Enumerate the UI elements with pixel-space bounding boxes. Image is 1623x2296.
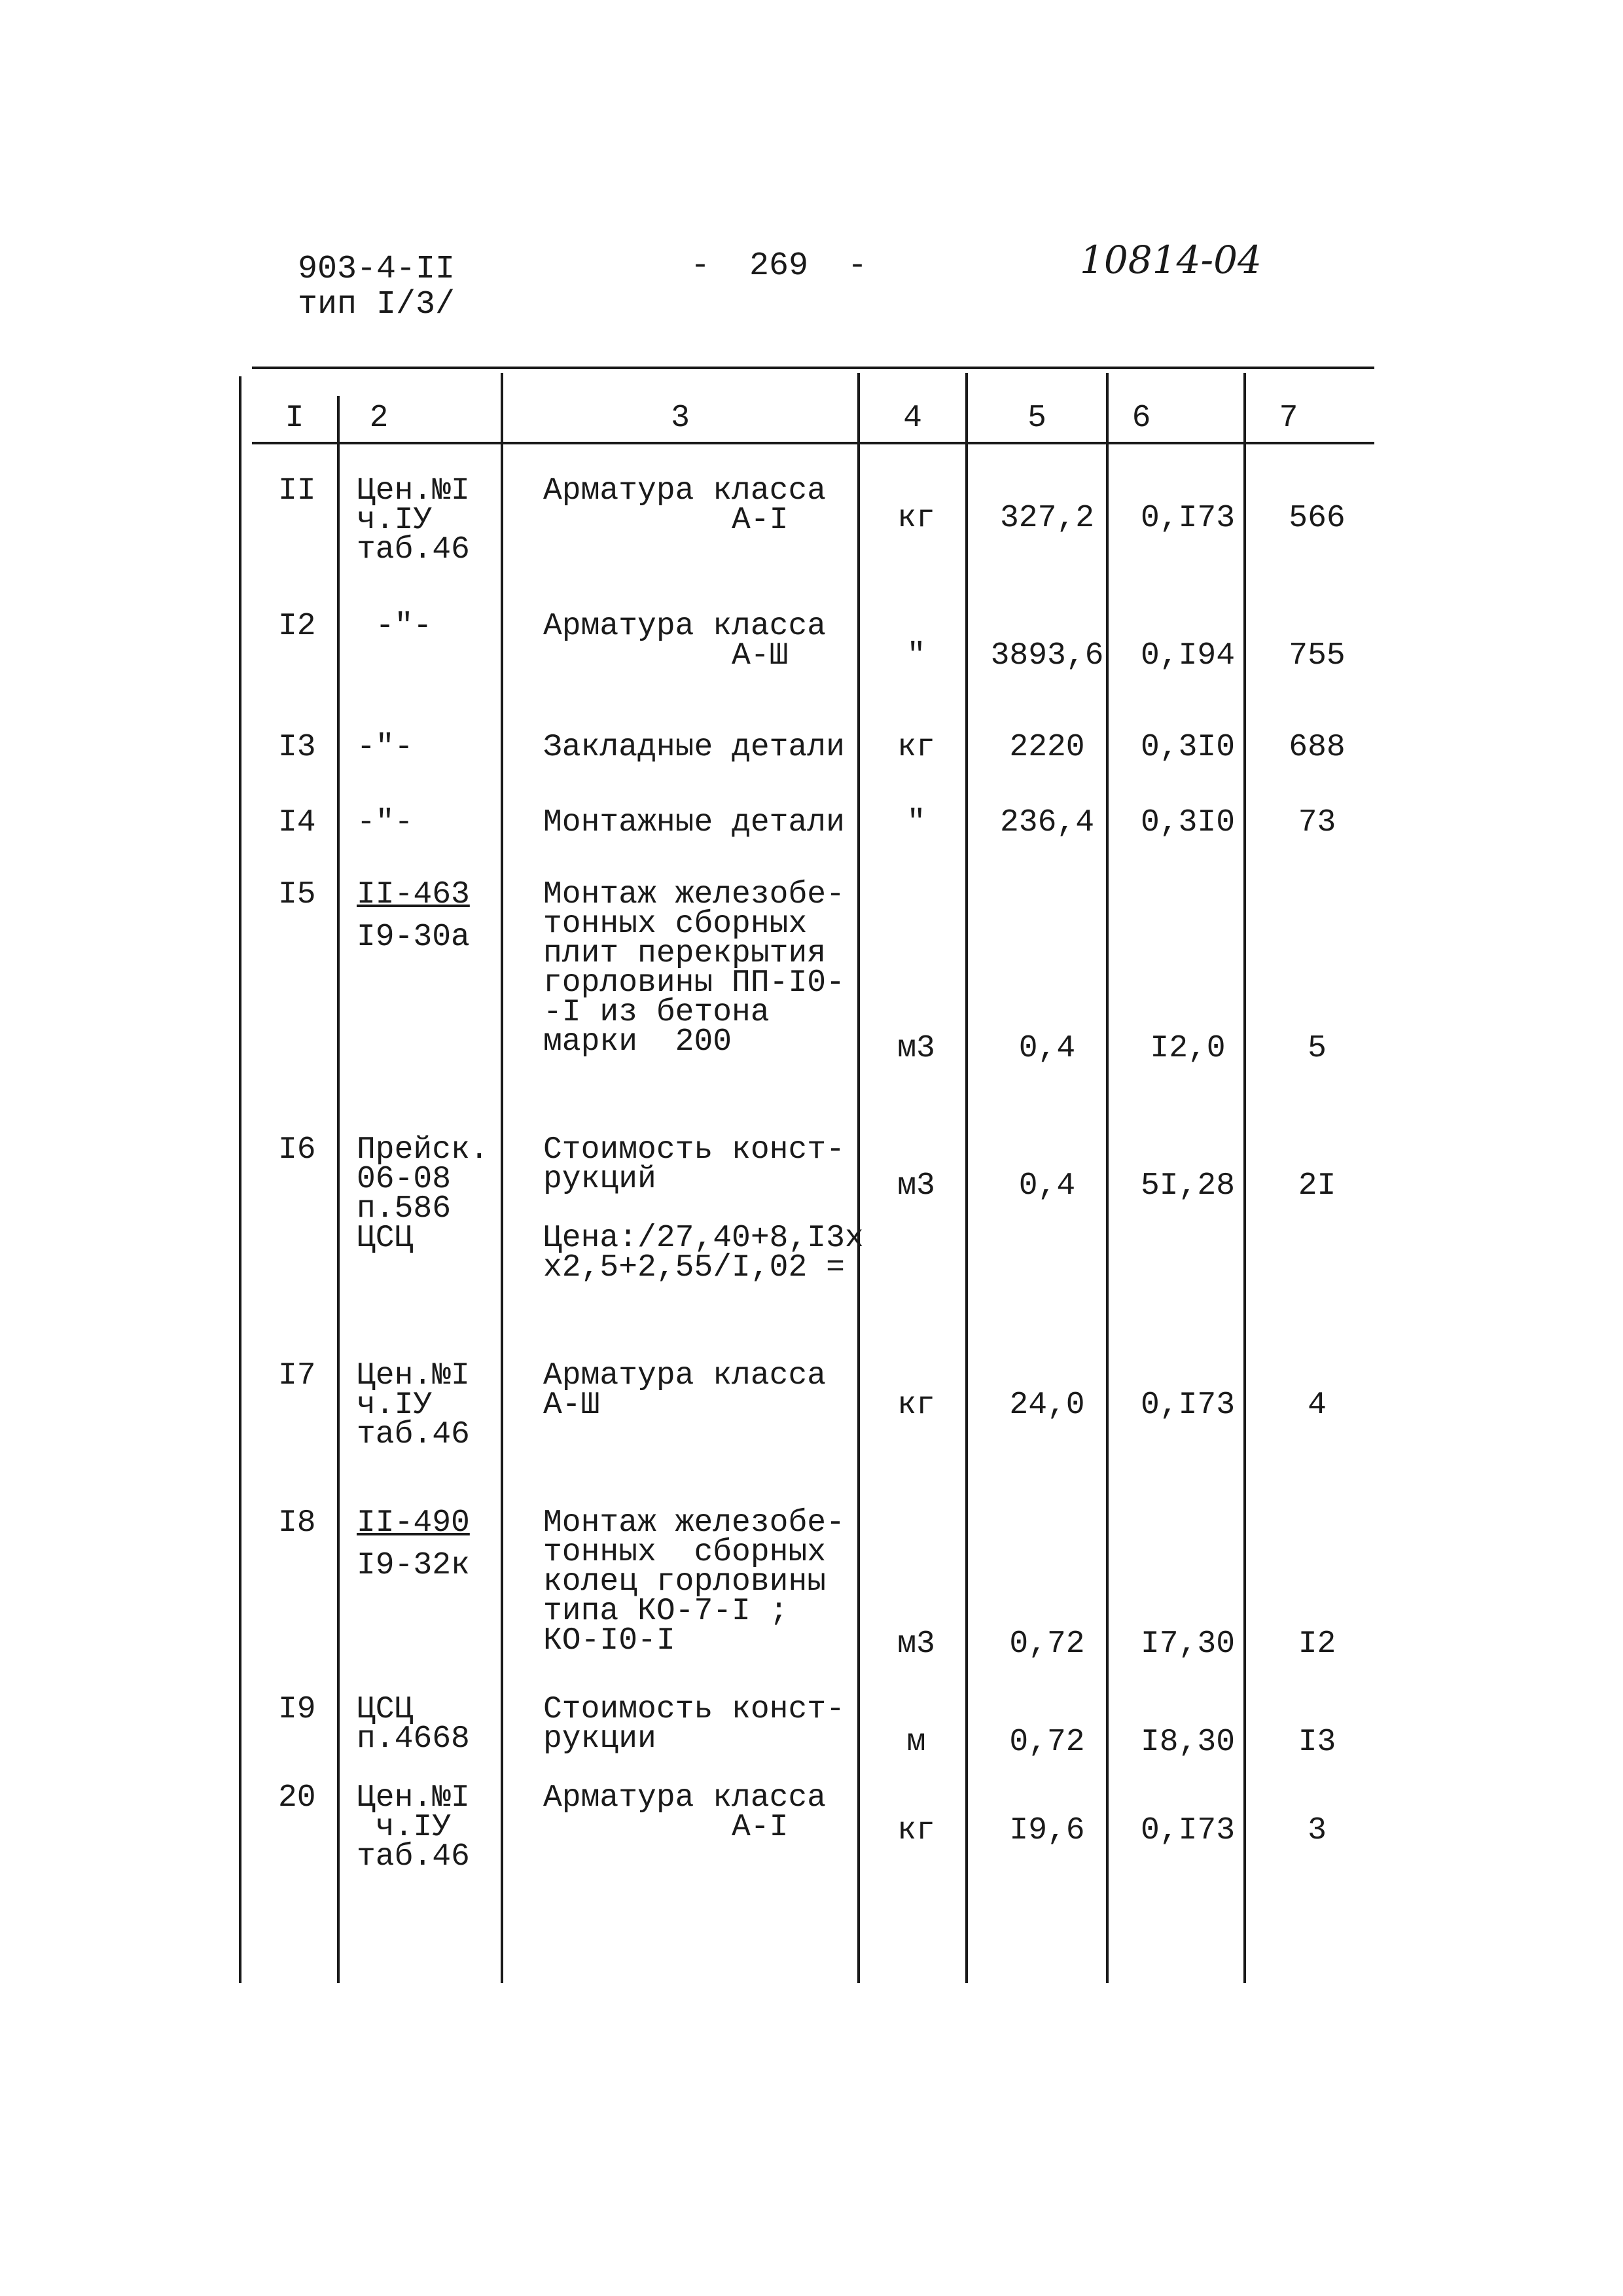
row-description: Монтаж железобе- тонных сборных плит перекрытия горловины ПП-I0- -I из бетона марки 200 — [543, 877, 845, 1060]
row-quantity: I9,6 — [1009, 1813, 1085, 1848]
row-unit: " — [906, 638, 926, 673]
column-divider — [337, 396, 340, 1983]
column-header-7: 7 — [1279, 401, 1298, 436]
row-reference: ЦСЦ п.4668 — [357, 1692, 470, 1757]
row-number: I5 — [278, 877, 316, 912]
row-quantity: 327,2 — [999, 501, 1095, 536]
row-total: I2 — [1298, 1626, 1336, 1662]
row-reference-bottom: I9-30а — [357, 920, 470, 955]
row-total: 5 — [1308, 1031, 1327, 1066]
row-unit-price: 0,3I0 — [1140, 805, 1236, 840]
row-total: 4 — [1308, 1388, 1327, 1423]
row-total: 2I — [1298, 1168, 1336, 1204]
row-unit-price: 5I,28 — [1140, 1168, 1236, 1204]
column-header-6: 6 — [1132, 401, 1151, 436]
column-header-3: 3 — [671, 401, 690, 436]
row-number: II — [278, 473, 316, 509]
row-unit: м3 — [897, 1168, 935, 1204]
row-unit: м3 — [897, 1031, 935, 1066]
row-quantity: 3893,6 — [990, 638, 1104, 673]
table-header-rule — [252, 442, 1374, 444]
row-unit: м3 — [897, 1626, 935, 1662]
page-number: - 269 - — [690, 247, 868, 285]
row-reference-top: II-463 — [357, 877, 470, 912]
column-header-2: 2 — [369, 401, 389, 436]
row-number: I7 — [278, 1358, 316, 1393]
row-unit-price: I7,30 — [1140, 1626, 1236, 1662]
row-total: 688 — [1289, 730, 1346, 765]
row-unit: кг — [897, 1813, 935, 1848]
row-quantity: 24,0 — [1009, 1388, 1085, 1423]
row-reference: -"- — [357, 730, 414, 765]
row-number: I6 — [278, 1132, 316, 1168]
row-description: Арматура класса А-Ш — [543, 1358, 827, 1423]
row-price-formula: Цена:/27,40+8,I3х х2,5+2,55/I,02 = — [543, 1221, 864, 1285]
column-header-4: 4 — [903, 401, 922, 436]
row-reference: -"- — [357, 805, 414, 840]
row-unit-price: 0,I94 — [1140, 638, 1236, 673]
row-total: I3 — [1298, 1725, 1336, 1760]
row-total: 3 — [1308, 1813, 1327, 1848]
row-description: Монтаж железобе- тонных сборных колец горловины типа КО-7-I ; КО-I0-I — [543, 1505, 845, 1659]
row-unit-price: 0,I73 — [1140, 1813, 1236, 1848]
row-unit-price: I2,0 — [1150, 1031, 1226, 1066]
row-description: Арматура класса А-Ш — [543, 609, 827, 673]
row-reference: Цен.№I ч.IУ таб.46 — [357, 1780, 470, 1874]
doc-code-line2: тип I/3/ — [298, 286, 455, 323]
row-quantity: 0,4 — [1018, 1168, 1076, 1204]
row-quantity: 0,72 — [1009, 1725, 1085, 1760]
row-quantity: 0,4 — [1018, 1031, 1076, 1066]
row-total: 73 — [1298, 805, 1336, 840]
column-divider — [239, 376, 241, 1983]
column-header-5: 5 — [1027, 401, 1046, 436]
row-description: Стоимость конст- рукций — [543, 1132, 845, 1197]
row-description: Закладные детали — [543, 730, 845, 765]
row-number: I3 — [278, 730, 316, 765]
row-total: 566 — [1289, 501, 1346, 536]
column-divider — [501, 373, 503, 1983]
row-unit: " — [906, 805, 926, 840]
row-description: Стоимость конст- рукции — [543, 1692, 845, 1757]
row-description: Арматура класса А-I — [543, 473, 827, 538]
row-quantity: 2220 — [1009, 730, 1085, 765]
row-number: 20 — [278, 1780, 316, 1816]
handwritten-number: 10814-04 — [1080, 238, 1262, 282]
column-divider — [965, 373, 968, 1983]
row-number: I8 — [278, 1505, 316, 1541]
row-unit-price: 0,I73 — [1140, 501, 1236, 536]
row-reference: Цен.№I ч.IУ таб.46 — [357, 473, 470, 567]
row-number: I4 — [278, 805, 316, 840]
row-number: I2 — [278, 609, 316, 644]
row-total: 755 — [1289, 638, 1346, 673]
row-unit: кг — [897, 501, 935, 536]
row-unit: кг — [897, 1388, 935, 1423]
row-reference: Прейск. 06-08 п.586 ЦСЦ — [357, 1132, 489, 1256]
column-header-1: I — [285, 401, 304, 436]
column-divider — [857, 373, 860, 1983]
doc-code-line1: 903-4-II — [298, 251, 455, 288]
row-unit: кг — [897, 730, 935, 765]
row-reference-bottom: I9-32к — [357, 1548, 470, 1583]
row-unit-price: 0,I73 — [1140, 1388, 1236, 1423]
row-reference-top: II-490 — [357, 1505, 470, 1541]
row-description: Арматура класса А-I — [543, 1780, 827, 1845]
row-reference: -"- — [357, 609, 433, 644]
row-quantity: 236,4 — [999, 805, 1095, 840]
row-unit-price: 0,3I0 — [1140, 730, 1236, 765]
row-reference: Цен.№I ч.IУ таб.46 — [357, 1358, 470, 1452]
row-quantity: 0,72 — [1009, 1626, 1085, 1662]
row-unit: м — [906, 1725, 926, 1760]
row-unit-price: I8,30 — [1140, 1725, 1236, 1760]
table-top-rule — [252, 367, 1374, 369]
row-description: Монтажные детали — [543, 805, 845, 840]
row-number: I9 — [278, 1692, 316, 1727]
